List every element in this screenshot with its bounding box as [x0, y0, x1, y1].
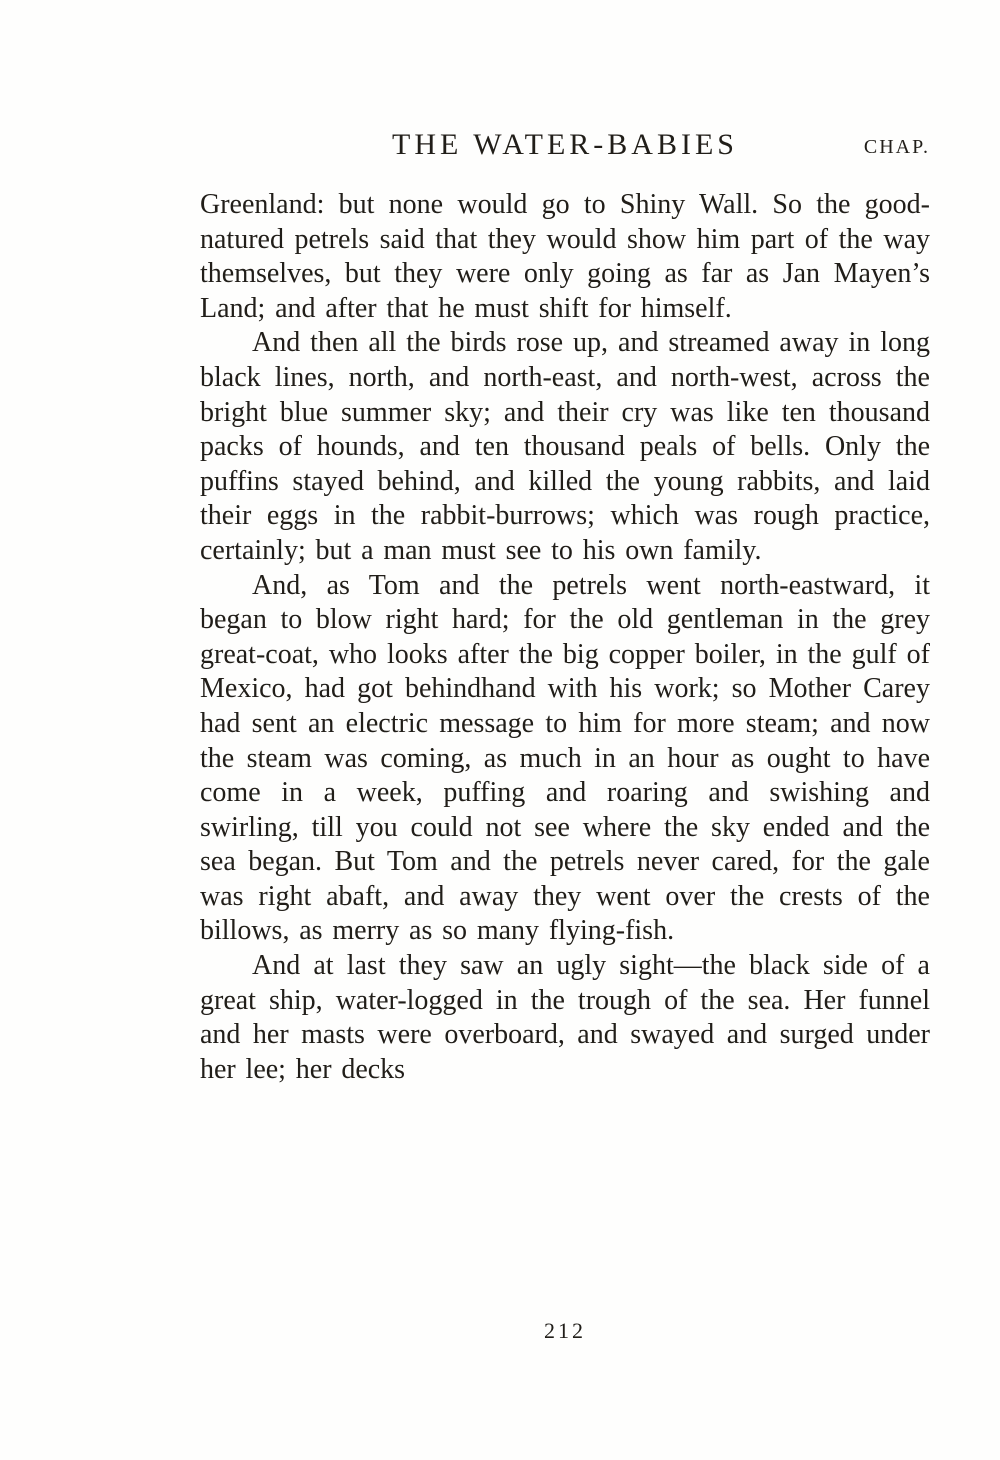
paragraph-ugly-sight: And at last they saw an ugly sight—the black side of a great ship, water-logged in the trough of the sea. Her funnel and her masts were overboard, and swayed and surged under her lee; her decks [200, 950, 930, 1085]
page-content [200, 128, 930, 1087]
chapter-label: CHAP. [863, 136, 930, 158]
paragraph-birds-rose-up: And then all the birds rose up, and streamed away in long black lines, north, and north-east, and north-west, across the bright blue summer sky; and their cry was like ten thousand packs of hounds, and ten thousand peals of bells. Only the puffins stayed behind, and killed the young rabbits, and laid their eggs in the rabbit-burrows; which was rough practice, certainly; but a man must see to his own family. [200, 327, 930, 566]
page-number: 212 [544, 1318, 586, 1343]
body-text [200, 188, 930, 1087]
page-header [200, 128, 930, 168]
paragraph-greenland: Greenland: but none would go to Shiny Wall. So the good-natured petrels said that they would show him part of the way themselves, but they were only going as far as Jan Mayen’s Land; and after that he must shift for himself. [200, 189, 930, 324]
paragraph-tom-and-petrels: And, as Tom and the petrels went north-eastward, it began to blow right hard; for the old gentleman in the grey great-coat, who looks after the big copper boiler, in the gulf of Mexico, had got behindhand with his work; so Mother Carey had sent an electric message to him for more steam; and now the steam was coming, as much in an hour as ought to have come in a week, puffing and roaring and swishing and swirling, till you could not see where the sky ended and the sea began. But Tom and the petrels never cared, for the gale was right abaft, and away they went over the crests of the billows, as merry as so many flying-fish. [200, 569, 930, 947]
running-title: THE WATER-BABIES [392, 128, 738, 161]
